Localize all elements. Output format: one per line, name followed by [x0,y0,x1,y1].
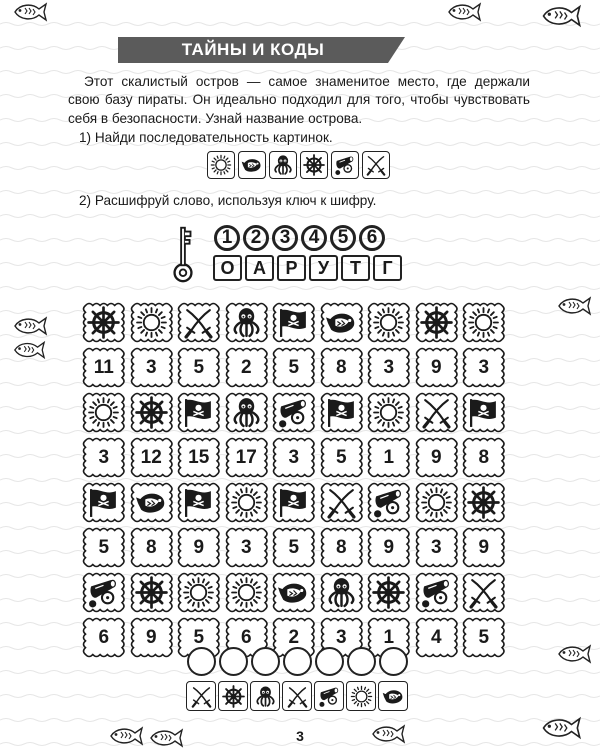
grid-number-cell [320,437,364,478]
cannon-icon [318,685,341,708]
grid-picture-cell [82,302,126,343]
grid-number-cell [367,437,411,478]
pirate-flag-icon [325,396,358,429]
octopus-icon [325,576,358,609]
pirate-flag-icon [182,486,215,519]
grid-picture-cell [320,572,364,613]
task-1-label: 1) Найди последовательность картинок. [79,130,333,145]
grid-picture-cell [272,392,316,433]
grid-number: 15 [188,446,210,468]
answer-letter-slot[interactable] [315,647,344,676]
fish-icon [12,316,48,336]
grid-number: 17 [235,446,257,468]
grid-number-cell [82,527,126,568]
fish-icon [135,486,168,519]
sun-icon [135,306,168,339]
crossed-swords-icon [190,685,213,708]
answer-key-tile [186,681,216,711]
fish-icon [277,576,310,609]
octopus-icon [272,154,294,176]
cipher-number: 1 [214,225,240,251]
crossed-swords-icon [467,576,500,609]
ship-wheel-icon [303,154,325,176]
grid-picture-row [82,392,506,433]
puzzle-grid [82,302,506,662]
grid-number: 3 [335,626,347,648]
grid-picture-cell [225,302,269,343]
crossed-swords-icon [365,154,387,176]
grid-number-cell [367,527,411,568]
answer-key-icons [186,681,408,711]
grid-number: 11 [93,356,114,378]
grid-picture-cell [272,302,316,343]
grid-number-cell [130,527,174,568]
grid-number-cell [177,527,221,568]
grid-number-cell [462,347,506,388]
ship-wheel-icon [135,576,168,609]
answer-key-tile [378,681,408,711]
grid-number-cell [130,347,174,388]
cipher-letter: Г [373,255,402,281]
grid-number: 5 [193,626,205,648]
grid-picture-cell [130,302,174,343]
octopus-icon [230,396,263,429]
grid-picture-cell [415,572,459,613]
grid-number-row [82,527,506,568]
sun-icon [420,486,453,519]
sequence-tile [207,151,235,179]
grid-number-cell [367,347,411,388]
cipher-letter: У [309,255,338,281]
ship-wheel-icon [87,306,120,339]
sun-icon [182,576,215,609]
answer-key-tile [250,681,280,711]
answer-key-tile [346,681,376,711]
grid-picture-cell [415,482,459,523]
grid-number: 2 [288,626,300,648]
sun-icon [350,685,373,708]
grid-number: 4 [430,626,442,648]
grid-number-cell [130,617,174,658]
cipher-number: 5 [330,225,356,251]
grid-number-cell [415,347,459,388]
cipher-letter: Р [277,255,306,281]
fish-icon [325,306,358,339]
cannon-icon [87,576,120,609]
sequence-tile [269,151,297,179]
grid-number: 8 [478,446,490,468]
grid-number: 5 [193,356,205,378]
grid-number-cell [177,437,221,478]
grid-picture-cell [82,392,126,433]
cipher-letter: А [245,255,274,281]
fish-icon [540,4,582,28]
sequence-tile [362,151,390,179]
grid-number: 3 [240,536,252,558]
fish-icon [556,644,592,664]
grid-picture-cell [177,572,221,613]
crossed-swords-icon [325,486,358,519]
grid-number: 8 [335,536,347,558]
grid-number-cell [272,437,316,478]
sun-icon [230,486,263,519]
sequence-tile [331,151,359,179]
grid-number-cell [272,527,316,568]
grid-number: 3 [288,446,300,468]
grid-number: 9 [430,446,442,468]
pirate-flag-icon [467,396,500,429]
pirate-flag-icon [87,486,120,519]
answer-slots [187,647,408,676]
grid-picture-cell [367,572,411,613]
grid-number-cell [415,527,459,568]
grid-picture-cell [462,392,506,433]
grid-number-cell [225,347,269,388]
key-icon [170,224,196,284]
answer-key-tile [314,681,344,711]
cannon-icon [277,396,310,429]
grid-number: 8 [335,356,347,378]
answer-key-tile [218,681,248,711]
grid-picture-cell [462,302,506,343]
grid-number: 5 [288,356,300,378]
grid-number-row [82,347,506,388]
grid-number-cell [82,347,126,388]
cipher-letter: Т [341,255,370,281]
sequence-tile [300,151,328,179]
grid-picture-cell [367,482,411,523]
cipher-number: 2 [243,225,269,251]
grid-number: 6 [98,626,110,648]
cipher-number: 4 [301,225,327,251]
grid-number-cell [320,347,364,388]
grid-number: 6 [240,626,252,648]
sequence-row [207,151,390,179]
answer-letter-slot[interactable] [219,647,248,676]
grid-number: 1 [383,446,395,468]
crossed-swords-icon [182,306,215,339]
grid-number: 9 [430,356,442,378]
pirate-flag-icon [277,486,310,519]
grid-picture-cell [320,392,364,433]
fish-icon [446,2,482,22]
octopus-icon [254,685,277,708]
grid-picture-cell [320,302,364,343]
grid-number: 9 [193,536,205,558]
grid-number: 5 [478,626,490,648]
pirate-flag-icon [182,396,215,429]
grid-number: 3 [145,356,157,378]
grid-number: 3 [478,356,490,378]
grid-picture-cell [225,572,269,613]
grid-number-row [82,437,506,478]
grid-number-cell [82,617,126,658]
grid-picture-cell [367,302,411,343]
grid-picture-cell [462,572,506,613]
grid-number-cell [177,347,221,388]
grid-number: 5 [335,446,347,468]
answer-letter-slot[interactable] [283,647,312,676]
intro-text: Этот скалистый остров — самое знаменитое место, где держали свою базу пираты. Он идеально подходил для того, чтобы чувствовать себя в безопасности. Узнай название острова. [68,74,530,126]
sun-icon [210,154,232,176]
grid-picture-cell [415,392,459,433]
grid-picture-cell [272,482,316,523]
ship-wheel-icon [372,576,405,609]
crossed-swords-icon [420,396,453,429]
fish-icon [382,685,405,708]
cipher-letter: О [213,255,242,281]
answer-letter-slot[interactable] [251,647,280,676]
grid-number: 2 [240,356,252,378]
grid-picture-cell [272,572,316,613]
ship-wheel-icon [420,306,453,339]
grid-number: 9 [145,626,157,648]
fish-icon [12,340,46,360]
ship-wheel-icon [467,486,500,519]
grid-number: 3 [383,356,395,378]
grid-number-cell [320,527,364,568]
task-2-label: 2) Расшифруй слово, используя ключ к шифру. [79,193,377,208]
cipher-key [170,224,196,289]
grid-picture-cell [130,482,174,523]
answer-letter-slot[interactable] [379,647,408,676]
title-banner [118,37,405,63]
sun-icon [230,576,263,609]
fish-icon [12,2,48,22]
grid-number: 3 [430,536,442,558]
sun-icon [87,396,120,429]
cipher-numbers [214,225,385,251]
ship-wheel-icon [222,685,245,708]
grid-picture-cell [130,572,174,613]
cipher-letters [213,255,402,281]
grid-picture-cell [415,302,459,343]
fish-icon [241,154,263,176]
cipher-number: 3 [272,225,298,251]
grid-picture-cell [130,392,174,433]
sun-icon [372,396,405,429]
cannon-icon [372,486,405,519]
grid-number: 5 [98,536,110,558]
intro-paragraph [68,73,530,128]
grid-number-cell [415,437,459,478]
answer-letter-slot[interactable] [347,647,376,676]
page-title: ТАЙНЫ И КОДЫ [181,40,325,59]
grid-number-cell [82,437,126,478]
grid-number: 12 [140,446,162,468]
grid-number-cell [462,437,506,478]
grid-number: 5 [288,536,300,558]
ship-wheel-icon [135,396,168,429]
sun-icon [372,306,405,339]
grid-number-cell [415,617,459,658]
grid-picture-cell [82,572,126,613]
grid-number: 9 [383,536,395,558]
sun-icon [467,306,500,339]
grid-number-cell [225,437,269,478]
grid-picture-cell [462,482,506,523]
grid-picture-row [82,572,506,613]
grid-number: 1 [383,626,395,648]
grid-picture-cell [225,392,269,433]
grid-number-cell [462,617,506,658]
grid-picture-cell [367,392,411,433]
sequence-tile [238,151,266,179]
grid-number-cell [130,437,174,478]
octopus-icon [230,306,263,339]
grid-picture-row [82,482,506,523]
grid-number-cell [272,347,316,388]
answer-letter-slot[interactable] [187,647,216,676]
grid-picture-cell [82,482,126,523]
grid-number: 8 [145,536,157,558]
fish-icon [556,296,592,316]
grid-picture-cell [177,482,221,523]
grid-number: 3 [98,446,110,468]
answer-key-tile [282,681,312,711]
page-number: 3 [296,728,304,744]
pirate-flag-icon [277,306,310,339]
grid-picture-cell [177,392,221,433]
cannon-icon [420,576,453,609]
grid-number: 9 [478,536,490,558]
grid-picture-cell [225,482,269,523]
cannon-icon [334,154,356,176]
grid-picture-cell [320,482,364,523]
crossed-swords-icon [286,685,309,708]
grid-number-cell [462,527,506,568]
cipher-number: 6 [359,225,385,251]
grid-picture-cell [177,302,221,343]
grid-number-cell [225,527,269,568]
grid-picture-row [82,302,506,343]
